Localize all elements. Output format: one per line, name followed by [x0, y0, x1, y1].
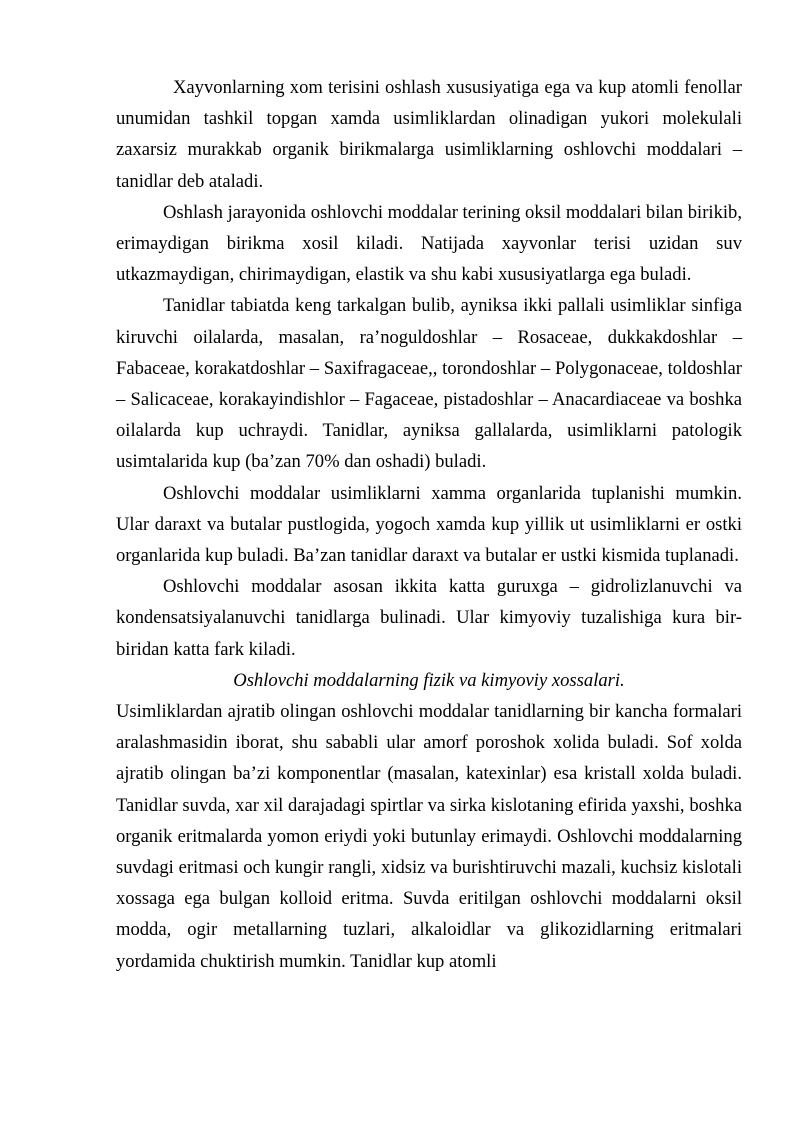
paragraph-tanning-process: Oshlash jarayonida oshlovchi moddalar terining oksil moddalari bilan birikib, erimaydigan birikma xosil kiladi. Natijada xayvonlar terisi uzidan suv utkazmaydigan, chirimaydigan, elastik va shu kabi xususiyatlarga ega buladi. — [116, 201, 742, 286]
paragraph-tannin-accumulation: Oshlovchi moddalar usimliklarni xamma organlarida tuplanishi mumkin. Ular daraxt va butalar pustlogida, yogoch xamda kup yillik ut usimliklarni er ostki organlarida kup buladi. Ba’zan tanidlar daraxt va butalar er ustki kismida tuplanadi. — [116, 482, 742, 567]
document-page — [116, 72, 742, 977]
paragraph-tannin-classification: Oshlovchi moddalar asosan ikkita katta guruxga – gidrolizlanuvchi va kondensatsiyalanuvchi tanidlarga bulinadi. Ular kimyoviy tuzalishiga kura bir-biridan katta fark kiladi. — [116, 576, 742, 660]
section-heading: Oshlovchi moddalarning fizik va kimyoviy xossalari. — [233, 669, 625, 691]
paragraph-tannin-distribution: Tanidlar tabiatda keng tarkalgan bulib, ayniksa ikki pallali usimliklar sinfiga kiruvchi oilalarda, masalan, ra’noguldoshlar – Rosaceae, dukkakdoshlar – Fabaceae, korakatdoshlar – Saxifragaceae,, torondoshlar – Polygonaceae, toldoshlar – Salicaceae, korakayindishlor – Fagaceae, pistadoshlar – Anacardiaceae va boshka oilalarda kup uchraydi. Tanidlar, ayniksa gallalarda, usimliklarni patologik usimtalarida kup (ba’zan 70% dan oshadi) buladi. — [116, 295, 742, 473]
paragraph-tannin-definition: Xayvonlarning xom terisini oshlash xususiyatiga ega va kup atomli fenollar unumidan tashkil topgan xamda usimliklardan olinadigan yukori molekulali zaxarsiz murakkab organik birikmalarga usimliklarning oshlovchi moddalari – tanidlar deb ataladi. — [116, 77, 742, 192]
paragraph-properties: Usimliklardan ajratib olingan oshlovchi moddalar tanidlarning bir kancha formalari aralashmasidin iborat, shu sababli ular amorf poroshok xolida buladi. Sof xolda ajratib olingan ba’zi komponentlar (masalan, katexinlar) esa kristall xolda buladi. Tanidlar suvda, xar xil darajadagi spirtlar va sirka kislotaning efirida yaxshi, boshka organik eritmalarda yomon eriydi yoki butunlay erimaydi. Oshlovchi moddalarning suvdagi eritmasi och kungir rangli, xidsiz va burishtiruvchi mazali, kuchsiz kislotali xossaga ega bulgan kolloid eritma. Suvda eritilgan oshlovchi moddalarni oksil modda, ogir metallarning tuzlari, alkaloidlar va glikozidlarning eritmalari yordamida chuktirish mumkin. Tanidlar kup atomli — [116, 701, 742, 972]
